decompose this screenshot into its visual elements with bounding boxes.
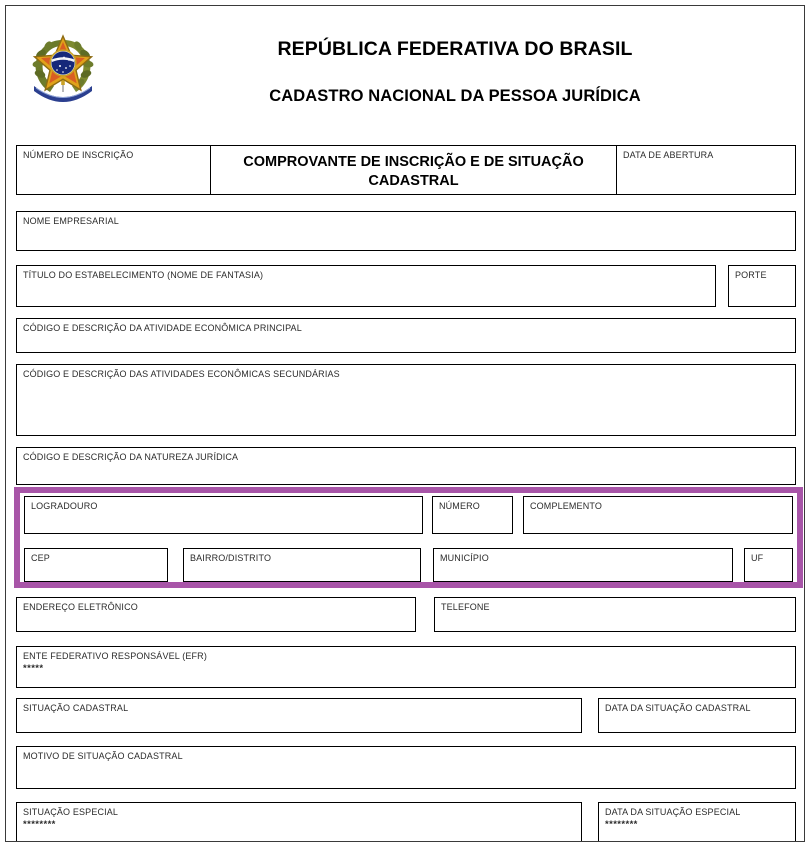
- field-numero[interactable]: [432, 496, 513, 534]
- brazil-coat-of-arms-icon: [28, 28, 98, 110]
- label-telefone: TELEFONE: [441, 602, 490, 612]
- value-atividades-secundarias: [17, 380, 795, 381]
- document-header: [6, 6, 804, 127]
- label-complemento: COMPLEMENTO: [530, 501, 602, 511]
- value-situacao-especial: ********: [23, 819, 56, 830]
- field-telefone[interactable]: [434, 597, 796, 632]
- value-uf: [745, 564, 792, 565]
- value-municipio: [434, 564, 732, 565]
- field-numero-inscricao[interactable]: [16, 145, 211, 195]
- label-endereco-eletronico: ENDEREÇO ELETRÔNICO: [23, 602, 138, 612]
- field-logradouro[interactable]: [24, 496, 423, 534]
- label-logradouro: LOGRADOURO: [31, 501, 98, 511]
- field-porte[interactable]: [728, 265, 796, 307]
- certificate-heading-text: COMPROVANTE DE INSCRIÇÃO E DE SITUAÇÃO CADASTRAL: [243, 154, 584, 189]
- label-ente-federativo: ENTE FEDERATIVO RESPONSÁVEL (EFR): [23, 651, 207, 661]
- value-data-situacao-cadastral: [599, 714, 795, 715]
- header-titles: [116, 6, 794, 106]
- label-situacao-cadastral: SITUAÇÃO CADASTRAL: [23, 703, 129, 713]
- page-subtitle: CADASTRO NACIONAL DA PESSOA JURÍDICA: [269, 87, 641, 105]
- value-numero-inscricao: [17, 161, 210, 162]
- field-data-situacao-especial[interactable]: [598, 802, 796, 842]
- value-endereco-eletronico: [17, 613, 415, 614]
- value-natureza-juridica: [17, 463, 795, 464]
- field-atividades-secundarias[interactable]: [16, 364, 796, 436]
- field-ente-federativo[interactable]: [16, 646, 796, 688]
- value-titulo-estabelecimento: [17, 281, 715, 282]
- value-telefone: [435, 613, 795, 614]
- label-data-situacao-especial: DATA DA SITUAÇÃO ESPECIAL: [605, 807, 741, 817]
- label-atividade-principal: CÓDIGO E DESCRIÇÃO DA ATIVIDADE ECONÔMICA PRINCIPAL: [23, 323, 302, 333]
- field-cep[interactable]: [24, 548, 168, 582]
- field-situacao-especial[interactable]: [16, 802, 582, 842]
- field-complemento[interactable]: [523, 496, 793, 534]
- value-cep: [25, 564, 167, 565]
- label-numero-inscricao: NÚMERO DE INSCRIÇÃO: [23, 150, 134, 160]
- page-title: REPÚBLICA FEDERATIVA DO BRASIL: [277, 38, 633, 60]
- label-bairro-distrito: BAIRRO/DISTRITO: [190, 553, 272, 563]
- field-motivo-situacao-cadastral[interactable]: [16, 746, 796, 789]
- value-porte: [729, 281, 795, 282]
- value-bairro-distrito: [184, 564, 420, 565]
- field-nome-empresarial[interactable]: [16, 211, 796, 251]
- label-cep: CEP: [31, 553, 50, 563]
- label-data-situacao-cadastral: DATA DA SITUAÇÃO CADASTRAL: [605, 703, 751, 713]
- field-atividade-principal[interactable]: [16, 318, 796, 353]
- value-complemento: [524, 512, 792, 513]
- field-data-situacao-cadastral[interactable]: [598, 698, 796, 733]
- field-natureza-juridica[interactable]: [16, 447, 796, 485]
- field-data-abertura[interactable]: [616, 145, 796, 195]
- value-ente-federativo: *****: [23, 663, 44, 674]
- value-data-abertura: [617, 161, 795, 162]
- label-situacao-especial: SITUAÇÃO ESPECIAL: [23, 807, 119, 817]
- label-municipio: MUNICÍPIO: [440, 553, 489, 563]
- value-motivo-situacao-cadastral: [17, 762, 795, 763]
- label-natureza-juridica: CÓDIGO E DESCRIÇÃO DA NATUREZA JURÍDICA: [23, 452, 239, 462]
- label-motivo-situacao-cadastral: MOTIVO DE SITUAÇÃO CADASTRAL: [23, 751, 183, 761]
- field-endereco-eletronico[interactable]: [16, 597, 416, 632]
- value-numero: [433, 512, 512, 513]
- value-situacao-cadastral: [17, 714, 581, 715]
- label-porte: PORTE: [735, 270, 767, 280]
- field-uf[interactable]: [744, 548, 793, 582]
- label-atividades-secundarias: CÓDIGO E DESCRIÇÃO DAS ATIVIDADES ECONÔMICAS SECUNDÁRIAS: [23, 369, 340, 379]
- value-data-situacao-especial: ********: [605, 819, 638, 830]
- label-data-abertura: DATA DE ABERTURA: [623, 150, 714, 160]
- value-nome-empresarial: [17, 227, 795, 228]
- field-situacao-cadastral[interactable]: [16, 698, 582, 733]
- label-nome-empresarial: NOME EMPRESARIAL: [23, 216, 119, 226]
- label-titulo-estabelecimento: TÍTULO DO ESTABELECIMENTO (NOME DE FANTASIA): [23, 270, 264, 280]
- field-titulo-estabelecimento[interactable]: [16, 265, 716, 307]
- value-atividade-principal: [17, 334, 795, 335]
- cnpj-certificate-page: [5, 5, 805, 842]
- field-bairro-distrito[interactable]: [183, 548, 421, 582]
- field-municipio[interactable]: [433, 548, 733, 582]
- value-logradouro: [25, 512, 422, 513]
- label-numero: NÚMERO: [439, 501, 480, 511]
- certificate-heading: [211, 145, 616, 195]
- label-uf: UF: [751, 553, 764, 563]
